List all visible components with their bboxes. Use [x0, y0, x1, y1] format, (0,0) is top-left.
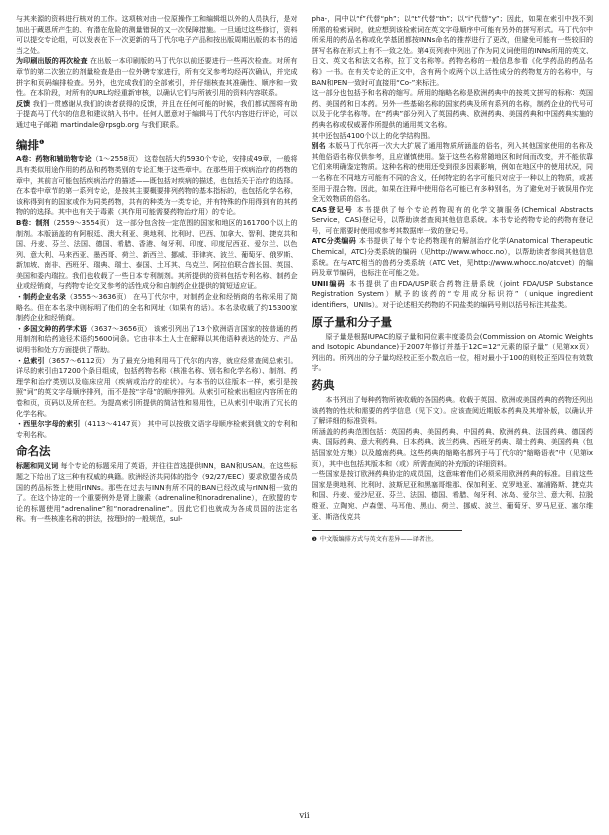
pharmacopoeia-heading: 药典 — [311, 378, 335, 392]
volume-a-paragraph — [16, 154, 298, 218]
pharmacopoeia-paragraph-1: 本书列出了每种药物所被收载的各国药典。收载于英国、欧洲或美国药典的药物还列出该药物的性状和需要的药学信息（见下文）。应该查阅近期版本药典及其增补版，以确认并了解详细的标准资料。 — [311, 396, 593, 426]
volume-a-text: 这卷包括大约5930个专论，安排成49章，一般将具有类似用途作用的药品和药物类别的专论汇集于这些章中。在那些用于疾病治疗的药物的章中，其前言可能包括疾病治疗的描述——既包括对疾病的描述，也包括关于治疗的选择。在本卷中章节的第一系列专论，是按其主要概要排列药物的基本指标的，也包括化学名称，该称得到有的国家或作为同类药物，共有的种类为一类专论，并有特殊的作用得到有的其药物的的选择。其中也有关于毒素（其作用可能需要药物治疗用）的专论。 — [16, 155, 298, 217]
multilingual-index-heading: ・多国文种的药学术语 — [16, 324, 88, 333]
general-index-paragraph: ・总索引（3657～6112页） 为了最充分地利用马丁代尔的内容，就应经常查阅总索引。详尽的索引由17200个条目组成，包括药物名称（核准名称、别名和化学名称）、制剂、药理学和治疗类别以及临床应用（疾病或治疗的症状）。与本书的以往版本一样，索引是按照“词”的英文字母顺序排列，而不是按“字母”的顺序排列。从索引可检索出相应内容所在的卷和页，页码以及所在栏。为提高索引所提供的简洁性和易用性，已从索引中取消了冗长的化学名称。 — [16, 356, 298, 418]
atc-heading: ATC分类编码 — [311, 237, 357, 246]
volume-a-range: （1～2558页） — [91, 155, 143, 164]
volume-b-range: （2559～3554页） — [49, 218, 114, 227]
manufacturer-index-heading: ・制药企业名录 — [16, 293, 67, 302]
left-column — [16, 14, 298, 804]
print-check-heading: 为印刷出版的再次检查 — [16, 57, 88, 66]
two-column-body — [16, 14, 593, 804]
unii-paragraph: UNII编码 本书提供了由FDA/USP联合药物注册系统（joint FDA/USP Substance Registration System）赋予的该药的“专用成分标识符”（unique ingredient identifiers，UNIIs）。对于论述相关药物的不同盐类的编码号则以括号标注其盐类。 — [311, 279, 593, 310]
feedback-paragraph — [16, 99, 298, 131]
volume-b-paragraph — [16, 218, 298, 292]
right-column — [312, 14, 594, 804]
cyrillic-index-heading: ・西里尔字母的索引 — [16, 420, 81, 429]
cas-paragraph: CAS登记号 本书提供了每个专论药物现有的化学文摘服务(Chemical Abstracts Service，CAS)登记号，以帮助读者查阅其他信息系统。本书专论药物专论的药物有登记号，可在需要时使用或参考其数据库一致的登记号。 — [311, 205, 593, 235]
general-index-heading: ・总索引 — [16, 356, 45, 365]
spelling-paragraph: pha-，同中以“f”代替“ph”；以“t”代替“th”；以“i”代替“y”；因此，如果在索引中找不到所需的检索词时，就应想到该检索词在英文字母顺序中可能有另外的拼写形式。马丁代尔中所采用的药品名称或化学基团都按INNs命名的推荐进行了更改，但避免可能有一些较旧的拼写名称在形式上有不一致之处。第4页列表中列出了作为同义词使用的INNs所用的英文、日文、英文名和法文名称，拉丁文名称等。药物名称的一般信息参看《化学药品的药品名称》一书。在有关专论的正文中，含有两个或两个以上活性成分的药物复方的名称中，与BAN和PEN一致时可直接用“Co-”来标注。 — [311, 15, 593, 87]
footnote — [312, 535, 594, 544]
feedback-heading: 反馈 — [16, 99, 31, 108]
titles-synonyms-heading: 标题和同义词 — [16, 462, 59, 471]
atc-paragraph: ATC分类编码 本书提供了每个专论药物现有的解剖治疗化学(Anatomical Therapeutic Chemical，ATC)分类系统的编码（见http://www.whocc.no），以帮助读者参阅其他信息系统。在与ATC相当的兽药分类系统（ATC Vet，见http://www.whocc.no/atcvet）的编码及章节编码，也标注在可能之处。 — [311, 237, 593, 278]
page-number: vii — [299, 811, 310, 821]
atomic-weight-heading: 原子量和分子量 — [311, 314, 392, 329]
footnote-marker: ❶ — [39, 138, 45, 146]
footnote-divider — [312, 530, 462, 531]
naming-paragraph: 标题和同义词 每个专论的标题采用了英语，并往往首选提供INN，BAN和USAN。在这些标题之下给出了这三种有权威的典籍。欧洲经济共同体的指令（92/27/EEC）要求欧盟各成员国的药品标签上使用rINNs。那些在过去与INN有所不同的BAN已经改成与rINN相一致的了。在这个协定的一个重要例外是肾上腺素（adrenaline和noradrenaline），在欧盟的专论的标题使用“adrenaline”和“noradrenaline”。因此它们也就成为各成员国的法定名称。有一些核准名称的拼法，按理时的一般规范，sul- — [16, 462, 298, 524]
volume-b-heading: B卷：制剂 — [16, 218, 50, 227]
abbreviation-paragraph: 这一部分也包括予和名称的缩写。所用的缩略名称是欧洲药典中的按英文拼写的标称：英国药、美国药和日本药。另外一些基础名称的国家药典及所有系列的名称，制药企业的代号可以及于化学名称等。在“药典”部分列入了英国药典、欧洲药典、美国药典和中国药典实施的药典名称或权威著作所提供的通用英文名称。 — [311, 89, 593, 129]
manufacturer-index-paragraph: ・制药企业名录（3555～3636页） 在马丁代尔中，对制药企业和经销商的名称采用了简略名。但在本名录中则标明了他们的全名和网址（如果有的话）。本名录收载了约15300家制药企业和经销商。 — [16, 293, 298, 323]
print-check-paragraph — [16, 56, 298, 98]
pharmacopoeia-paragraph-3: 一些国家是按订欧洲药典协定的成员国，这意味着他们必须采用欧洲药典的标准。目前这些国家是奥地利、比利时、波斯尼亚和黑塞哥维那、保加利亚、克罗地亚、塞浦路斯、捷克共和国、丹麦、爱沙尼亚、芬兰、法国、德国、希腊、匈牙利、冰岛、爱尔兰、意大利、拉脱维亚、立陶宛、卢森堡、马耳他、黑山、荷兰、挪威、波兰、葡萄牙、罗马尼亚、塞尔维亚、斯洛伐克共 — [311, 470, 593, 521]
naming-heading: 命名法 — [16, 444, 51, 459]
intro-paragraph: 与其来源的资料进行核对的工作。这项核对由一位原操作工和编辑组以外的人员执行，是对加出于藏恩所产生的、有潜在危险的测量错误的又一次保障措施。一旦通过这些修订，资料可以提交专论组，可以发表在下一次更新的马丁代尔电子产品和按出版周期出版的本书的适当之处。 — [16, 15, 298, 55]
atomic-weight-paragraph: 原子量是根据IUPAC的原子量和同位素丰度委员会(Commission on Atomic Weights and Isotopic Abundance)于2007年修订并基于12C=12“元素的原子量”（见第xx页）列出的。所列出的分子量均经校正至小数点后一位，相对最小于100的则校正至四位有效数字。 — [311, 332, 593, 373]
footnote-text: 中文版编排方式与英文有差异——译者注。 — [319, 536, 438, 544]
multilingual-index-paragraph: ・多国文种的药学术语（3637～3656页） 该索引列出了13个欧洲语言国家的按普通的药用制剂和给药途径术语约5600词条。它由非本土人士在解释以其他语种表达的处方、产品说明书和处方方面提供了帮助。 — [16, 324, 298, 355]
pharmacopoeia-paragraph-2: 所涵盖的药典范围包括：英国药典、美国药典、中国药典、欧洲药典、法国药典、德国药典、国际药典、意大利药典、日本药典、波兰药典、西班牙药典、瑞士药典、美国药典（包括国家处方集）以及越南药典。这些药典的缩略名都列于马丁代尔的“缩略语表”中（见第ix页），其中也包括其版本和（或）所需查阅的补充版的详细资料。 — [311, 427, 593, 468]
alias-heading: 别名 — [311, 142, 326, 151]
editing-heading: 编排$^❶$ — [16, 137, 45, 152]
print-check-text: 在出版一本印刷版的马丁代尔以前还要进行一些再次检查。对所有章节的第二次独立的剂量检查是由一位外聘专家进行，所有交叉参考均经再次确认，并完成拼字和页码编排检查。另外，也完成我们的全部索引，并仔细核查其准确性、顺序和一致性。在本阶段，对所有的URL均经重新审核，以确认它们与所被引用的资料内容联系。 — [16, 57, 298, 98]
cyrillic-index-paragraph: ・西里尔字母的索引（4113～4147页） 其中可以按俄文语字母顺序检索到俄文的专利和专利名称。 — [16, 420, 298, 439]
alias-paragraph: 别名 本版马丁代尔再一次大大扩展了通用物质所涵盖的俗名，列入其他国家使用的名称及其他俗语名称仅供参考，且应谨慎使用。鉴于这些名称常随地区和时间而改变，并不能依靠它们来明确鉴定物质。这种名称的使用还受到很多因素影响，例如在地区中的使用状况，同一名称在不同地方可能有不同的含义，任何特定的名字可能只对应于一种以上的物质，或甚至用于混合物。因此，如果在注释中使用俗名可能已有多种别名，为了避免对于被误用作完全无效物质的俗名。 — [311, 142, 593, 204]
structures-paragraph: 其中还包括4100个以上的化学结构图。 — [311, 131, 435, 140]
unii-heading: UNII编码 — [311, 279, 346, 288]
volume-b-text: 这一部分包含按一定范围的国家和地区的161700个以上的制剂。本版涵盖的有阿根廷、澳大利亚、奥地利、比利时、巴西、加拿大、智利、捷克共和国、丹麦、芬兰、法国、德国、希腊、香港、匈牙利、印度、印度尼西亚、爱尔兰、以色列、意大利、马来西亚、墨西哥、荷兰、新西兰、挪威、菲律宾、波兰、葡萄牙、俄罗斯、新加坡、南非、西班牙、瑞典、瑞士、泰国、土耳其、乌克兰、阿拉伯联合酋长国、英国、美国和委内瑞拉。我们也收载了一些日本专利制剂。其所提供的资料包括专利名称、制药企业或经销商，与药物专论交叉参考的活性成分和自制药企业提供的简短适应证。 — [16, 218, 298, 291]
cas-heading: CAS登记号 — [311, 205, 354, 214]
volume-a-heading: A卷：药物和辅助物专论 — [16, 155, 92, 164]
footnote-mark: ❶ — [311, 536, 317, 544]
feedback-text: 我们一贯感谢从我们的读者获得的反馈，并且在任何可能的时候，我们都试图将有助于提高马丁代尔的信息和建议纳入书中。任何人愿意对于编辑马丁代尔内容进行评论，可以通过电子邮箱 martindale@rpsgb.org 与我们联系。 — [16, 99, 298, 129]
